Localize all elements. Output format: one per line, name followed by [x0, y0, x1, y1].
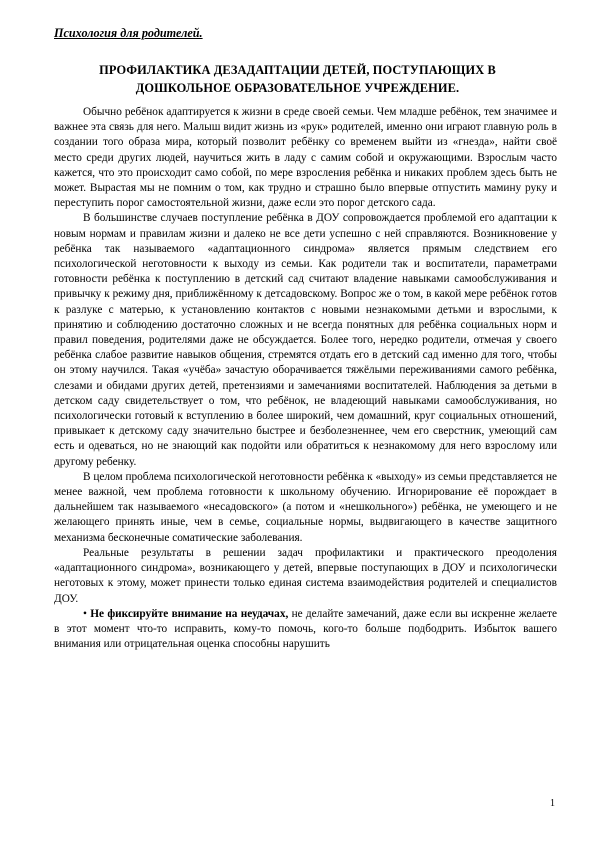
bullet-marker: • — [83, 607, 87, 620]
paragraph-intro: Обычно ребёнок адаптируется к жизни в среде своей семьи. Чем младше ребёнок, тем значимее и важнее эта связь для него. Малыш видит жизнь из «рук» родителей, именно они играют главную роль в создании того образа мира, который позволит ребёнку со временем выйти из «гнезда», найти своё место среди других людей, научиться жить в ладу с самим собой и окружающими. Взрослым часто кажется, что это происходит само собой, по мере взросления ребёнка и никаких проблем здесь быть не может. Вырастая мы не помним о том, как трудно и страшно было впервые отпустить мамину руку и переступить порог самостоятельной жизни, даже если это порог детского сада. — [54, 106, 557, 210]
paragraph-adaptation: В большинстве случаев поступление ребёнка в ДОУ сопровождается проблемой его адаптации к новым нормам и правилам жизни и далеко не все дети успешно с ней справляются. Возникновение у ребёнка так называемого «адаптационного синдрома» является прямым следствием его психологической неготовности к выходу из семьи. Как родители так и воспитатели, параметрами готовности ребёнка к поступлению в детский сад считают владение навыками самообслуживания и привычку к режиму дня, приближённому к детсадовскому. Вопрос же о том, в какой мере ребёнок готов к разлуке с матерью, к установлению контактов с новыми незнакомыми детьми и взрослыми, к принятию и соблюдению достаточно сложных и не всегда понятных для ребёнка социальных норм и правил поведения, родителями даже не обсуждается. Более того, нередко родители, отмечая у своего ребёнка слабое развитие навыков общения, стремятся отдать его в детский сад именно для того, чтобы он этому научился. Такая «учёба» зачастую оборачивается тяжёлыми переживаниями самого ребёнка, слезами и обидами других детей, претензиями и замечаниями воспитателей. Наблюдения за детьми в детском саду свидетельствует о том, что ребёнок, не владеющий навыками самообслуживания, но психологически готовый к вступлению в более широкий, чем домашний, круг социальных отношений, привыкает к детскому саду значительно быстрее и безболезненнее, чем его сверстник, умеющий сам есть и одеваться, но не знающий как подойти или обратиться к незнакомому для него взрослому или другому ребенку. — [54, 212, 557, 468]
section-label: Психология для родителей. — [54, 26, 203, 40]
tip-text: не делайте замечаний, даже если вы искренне желаете в этот момент что-то исправить, кому-то помочь, кого-то больше подбодрить. Избыток вашего внимания или отрицательная оценка способны нарушить — [54, 607, 558, 651]
document-title — [50, 61, 545, 97]
title-line-2: ДОШКОЛЬНОЕ ОБРАЗОВАТЕЛЬНОЕ УЧРЕЖДЕНИЕ. — [135, 81, 460, 95]
paragraph-readiness: В целом проблема психологической неготовности ребёнка к «выходу» из семьи представляется не менее важной, чем проблема готовности к школьному обучению. Игнорирование её порождает в дальнейшем так называемого «несадовского» (а потом и «нешкольного») ребёнка, не умеющего и не желающего принять иные, чем в семье, социальные нормы, выдвигающего в качестве защитного механизма бесконечные соматические заболевания. — [54, 470, 558, 544]
title-line-1: ПРОФИЛАКТИКА ДЕЗАДАПТАЦИИ ДЕТЕЙ, ПОСТУПАЮЩИХ В — [99, 63, 496, 77]
document-body — [54, 105, 557, 652]
paragraph-results: Реальные результаты в решении задач профилактики и практического преодоления «адаптационного синдрома», возникающего у детей, впервые поступающих в ДОУ и психологически неготовых к этому, может принести только единая система взаимодействия родителей и специалистов ДОУ. — [54, 546, 557, 605]
page-number: 1 — [550, 798, 555, 809]
tip-paragraph — [54, 607, 557, 653]
tip-bold-lead: Не фиксируйте внимание на неудачах, — [90, 607, 289, 620]
